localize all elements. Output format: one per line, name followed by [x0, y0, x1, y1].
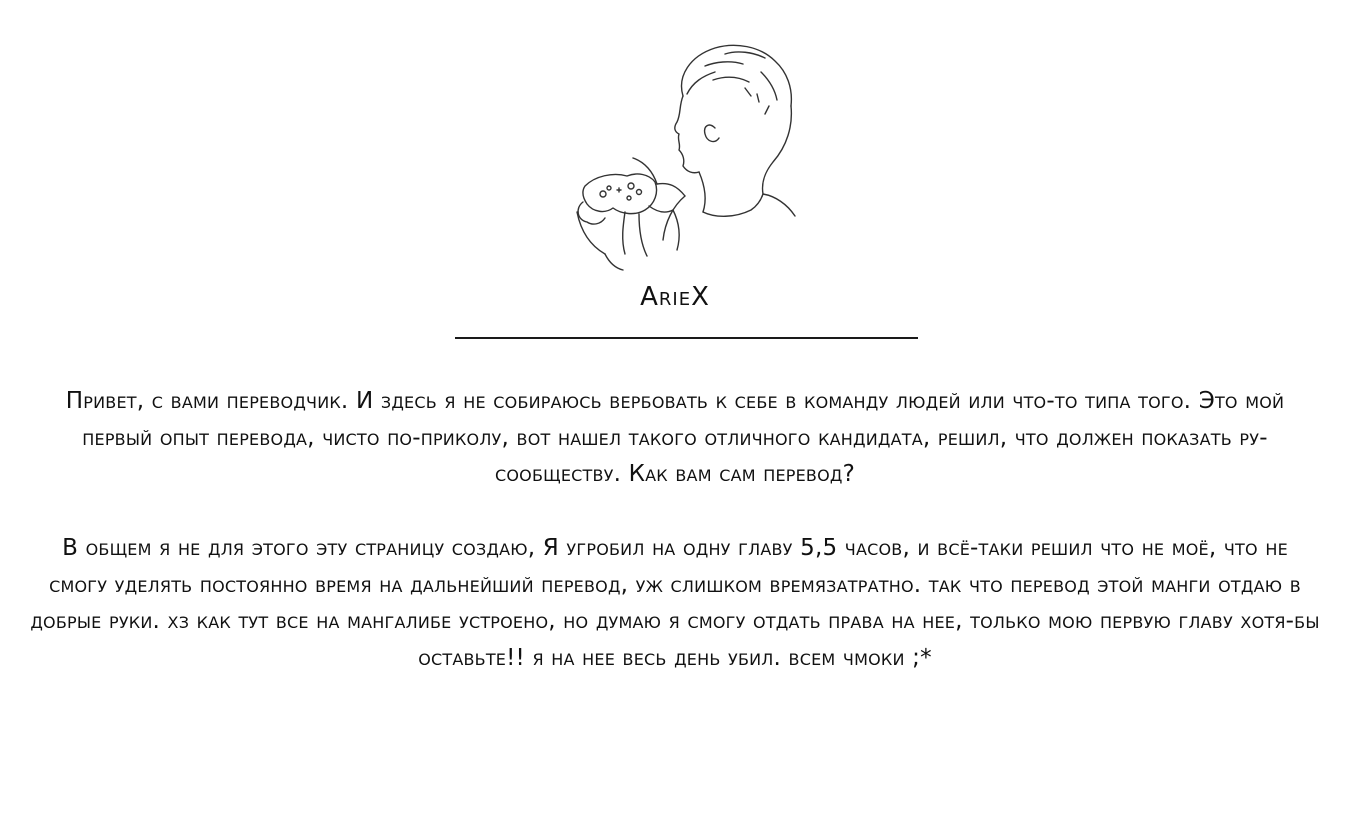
- boy-holding-gamepad-sketch-icon: [565, 36, 815, 276]
- divider-line: [455, 337, 918, 339]
- note-paragraph-2: В общем я не для этого эту страницу создаю, Я угробил на одну главу 5,5 часов, и всё-таки решил что не моё, что не смогу уделять постоянно время на дальнейший перевод, уж слишком времязатратно. так что перевод этой манги отдаю в добрые руки. хз как тут все на мангалибе устроено, но думаю я смогу отдать права на нее, только мою первую главу хотя-бы оставьте!! я на нее весь день убил. всем чмоки ;*: [30, 535, 1320, 671]
- note-paragraph-1: Привет, с вами переводчик. И здесь я не собираюсь вербовать к себе в команду людей или что-то типа того. Это мой первый опыт перевода, чисто по-приколу, вот нашел такого отличного кандидата, решил, что должен показать ру-сообществу. Как вам сам перевод?: [65, 388, 1285, 487]
- author-name: ArieX: [640, 282, 710, 312]
